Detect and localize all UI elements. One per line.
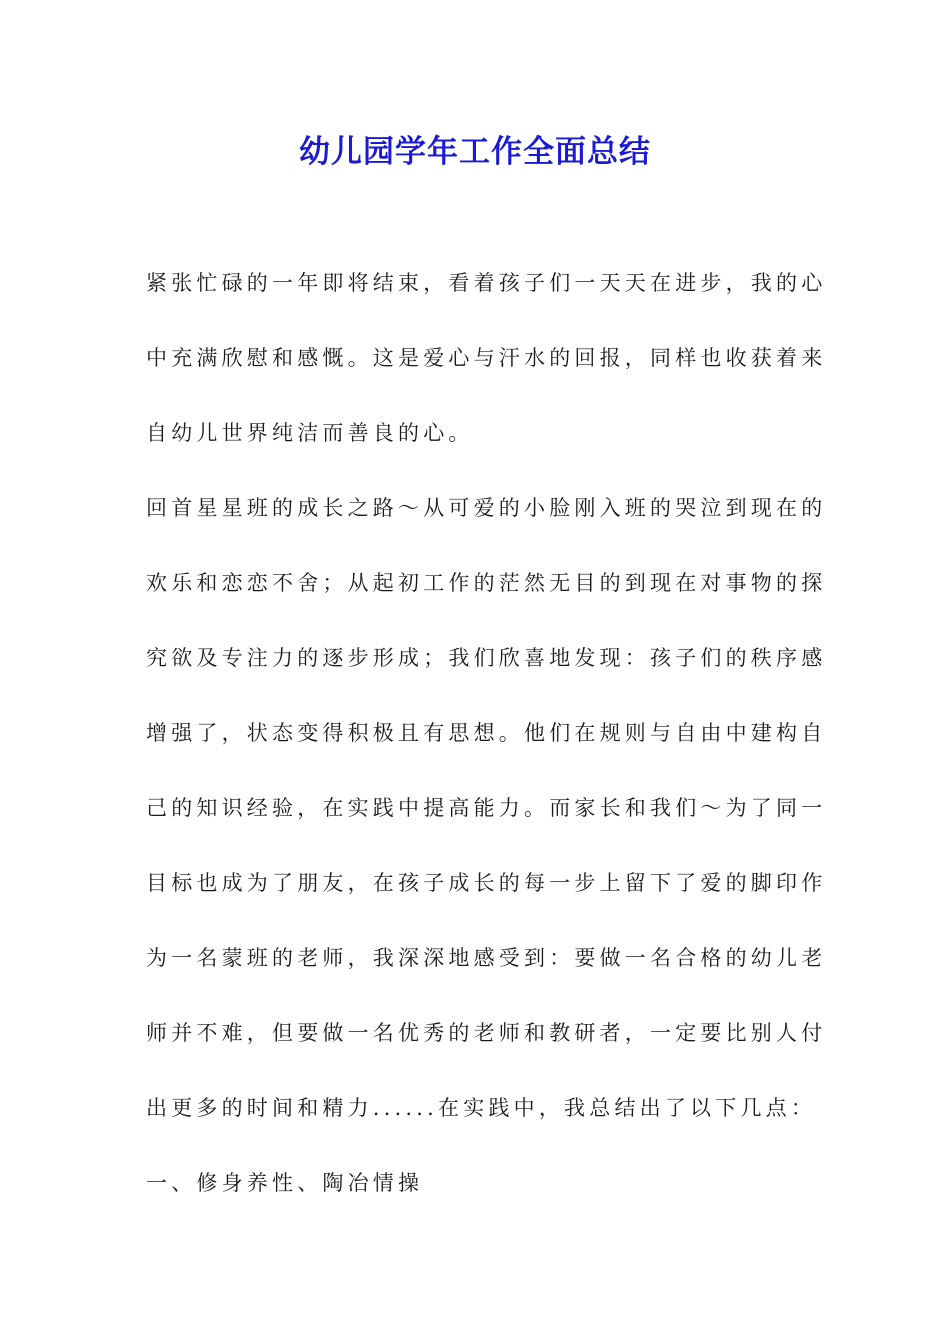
section-heading: 一、修身养性、陶冶情操 [146,1171,424,1195]
paragraph-line: 目标也成为了朋友，在孩子成长的每一步上留下了爱的脚印作 [146,871,827,895]
paragraph-line: 回首星星班的成长之路～从可爱的小脸刚入班的哭泣到现在的 [146,496,827,520]
paragraph-line: 增强了，状态变得积极且有思想。他们在规则与自由中建构自 [146,721,827,745]
paragraph-line: 紧张忙碌的一年即将结束，看着孩子们一天天在进步，我的心 [146,271,827,295]
paragraph-line: 出更多的时间和精力......在实践中，我总结出了以下几点： [146,1096,817,1120]
paragraph-line: 究欲及专注力的逐步形成；我们欣喜地发现：孩子们的秩序感 [146,646,827,670]
paragraph-line: 为一名蒙班的老师，我深深地感受到：要做一名合格的幼儿老 [146,946,827,970]
paragraph-line: 己的知识经验，在实践中提高能力。而家长和我们～为了同一 [146,796,827,820]
paragraph-line: 自幼儿世界纯洁而善良的心。 [146,421,474,445]
paragraph-line: 师并不难，但要做一名优秀的老师和教研者，一定要比别人付 [146,1021,827,1045]
paragraph-line: 欢乐和恋恋不舍；从起初工作的茫然无目的到现在对事物的探 [146,571,827,595]
paragraph-line: 中充满欣慰和感慨。这是爱心与汗水的回报，同样也收获着来 [146,346,827,370]
document-title: 幼儿园学年工作全面总结 [299,134,651,170]
